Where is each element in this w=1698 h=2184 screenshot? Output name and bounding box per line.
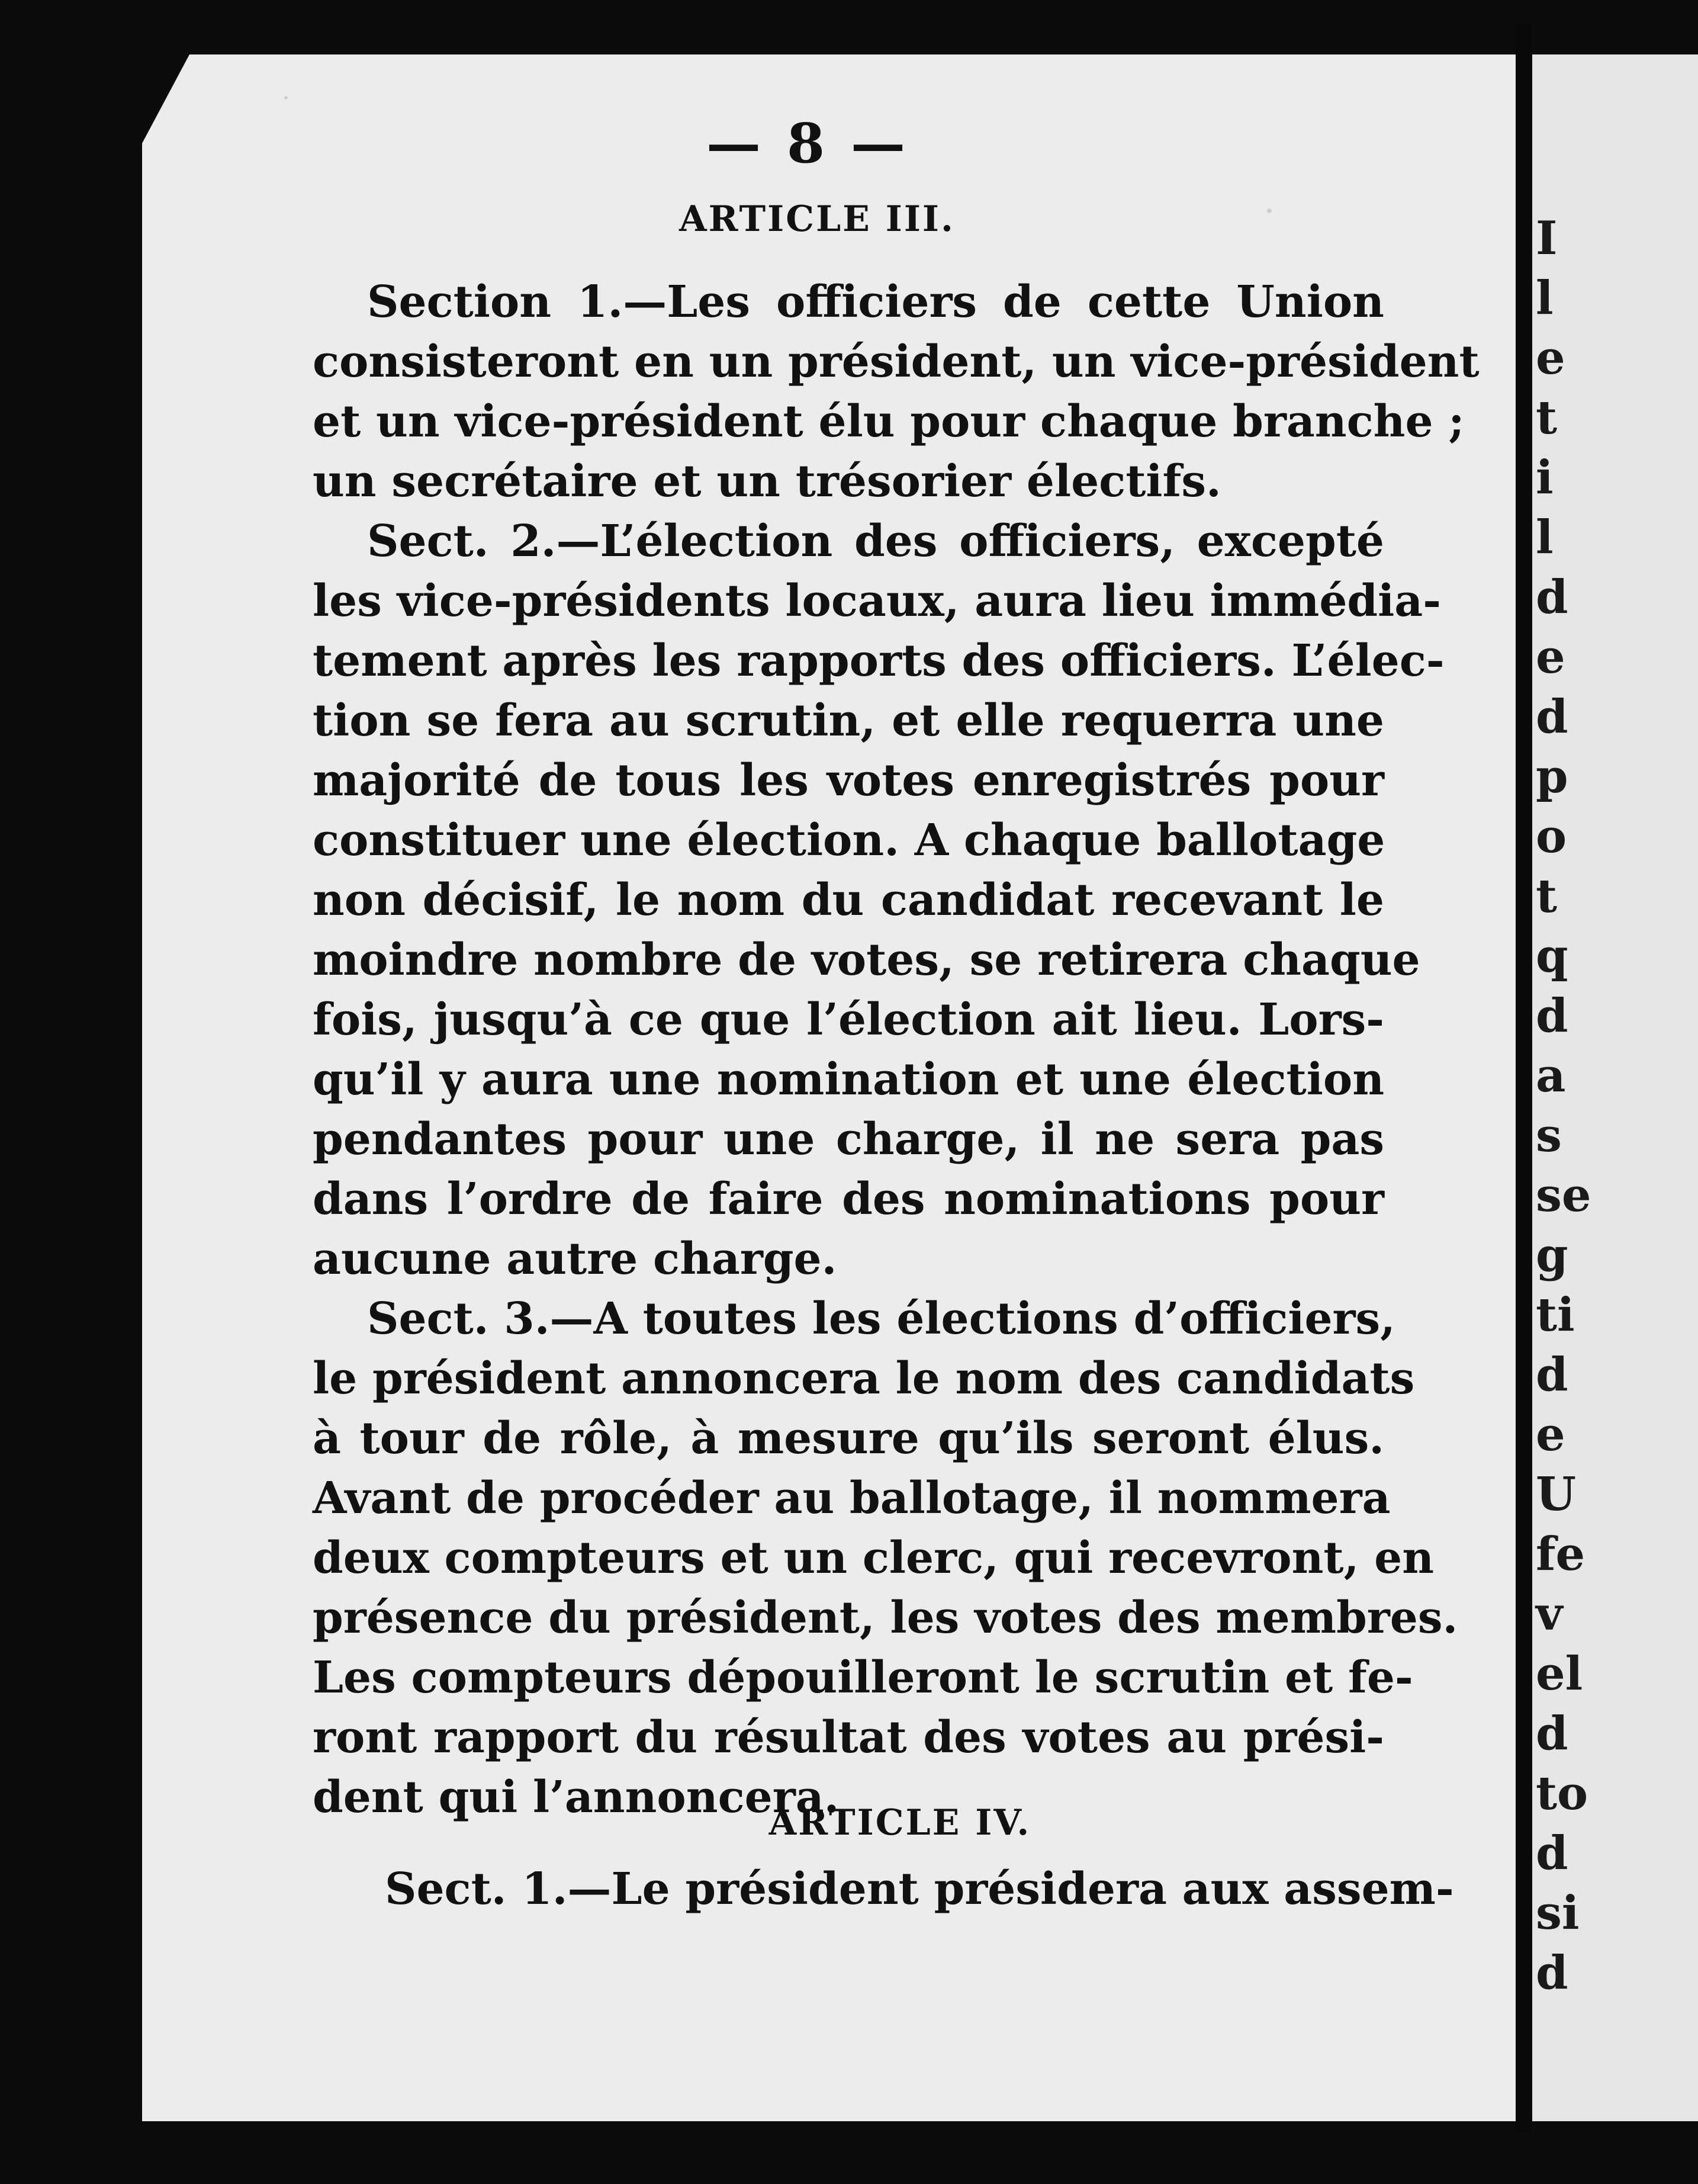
- text-line: Les compteurs dépouilleront le scrutin et fe-: [313, 1652, 1413, 1703]
- text-line: Sect. 3.—A toutes les élections d’officiers,: [367, 1293, 1395, 1344]
- text-line: qu’il y aura une nomination et une élection: [313, 1054, 1384, 1105]
- text-line: dans l’ordre de faire des nominations pour: [313, 1174, 1384, 1225]
- text-line: tement après les rapports des officiers. L’élec-: [313, 635, 1445, 686]
- text-line: tion se fera au scrutin, et elle requerra une: [313, 695, 1384, 746]
- text-line: aucune autre charge.: [313, 1234, 837, 1284]
- text-line: Avant de procéder au ballotage, il nommera: [313, 1473, 1391, 1524]
- text-line: deux compteurs et un clerc, qui recevront, en: [313, 1533, 1435, 1584]
- article-iv-text: [385, 1859, 1454, 1919]
- text-line: constituer une élection. A chaque ballotage: [313, 815, 1385, 866]
- text-line: un secrétaire et un trésorier électifs.: [313, 456, 1221, 507]
- facing-page-letters: I l e t i l d e d p o t q d a s se g ti d e U fe v el d to d si d: [1536, 211, 1591, 2000]
- page-number: — 8 —: [706, 111, 909, 175]
- text-line: non décisif, le nom du candidat recevant le: [313, 875, 1384, 926]
- text-line: et un vice-président élu pour chaque branche ;: [313, 396, 1465, 447]
- text-line: pendantes pour une charge, il ne sera pas: [313, 1114, 1384, 1165]
- article-iv-heading: ARTICLE IV.: [768, 1802, 1031, 1843]
- text-line: moindre nombre de votes, se retirera chaque: [313, 934, 1420, 985]
- text-line: le président annoncera le nom des candidats: [313, 1353, 1415, 1404]
- article-iii-text: [313, 272, 1480, 1828]
- text-line: Section 1.—Les officiers de cette Union: [367, 277, 1384, 327]
- text-line: présence du président, les votes des membres.: [313, 1592, 1458, 1643]
- text-line: fois, jusqu’à ce que l’élection ait lieu. Lors-: [313, 994, 1384, 1045]
- text-line: Sect. 1.—Le président présidera aux assem-: [385, 1864, 1454, 1915]
- text-line: Sect. 2.—L’élection des officiers, excepté: [367, 516, 1384, 567]
- facing-page-edge: [1532, 54, 1698, 2121]
- text-line: consisteront en un président, un vice-président: [313, 336, 1480, 387]
- text-line: à tour de rôle, à mesure qu’ils seront élus.: [313, 1413, 1384, 1464]
- text-line: les vice-présidents locaux, aura lieu immédia-: [313, 576, 1441, 627]
- article-iii-heading: ARTICLE III.: [679, 198, 955, 240]
- page-gutter: [1516, 24, 1532, 2132]
- text-line: dent qui l’annoncera.: [313, 1772, 840, 1823]
- text-line: ront rapport du résultat des votes au prési-: [313, 1712, 1384, 1763]
- text-line: majorité de tous les votes enregistrés pour: [313, 755, 1384, 806]
